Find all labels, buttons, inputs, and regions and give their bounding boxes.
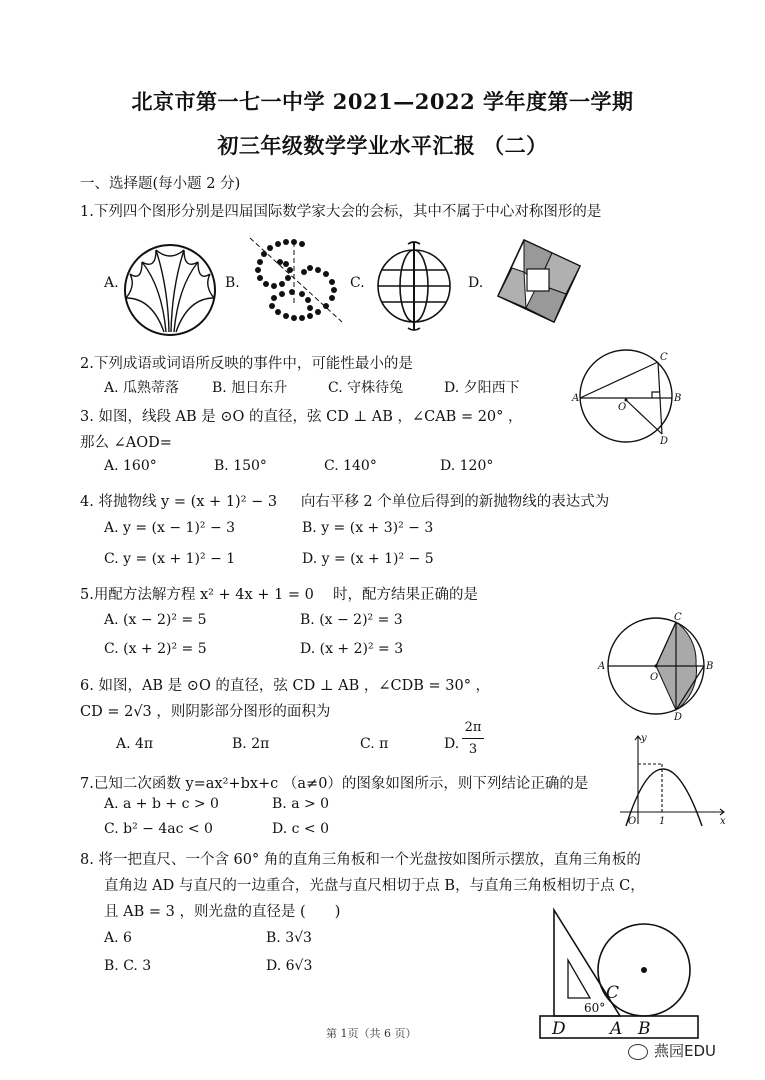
q7-option-a: A. a + b + c > 0	[104, 796, 219, 812]
q3-label-a: A	[572, 393, 580, 404]
q3-stem-2: 那么 ∠AOD=	[80, 435, 172, 451]
q3-stem: 3. 如图，线段 AB 是 ⊙O 的直径，弦 CD ⊥ AB ，∠CAB = 20° ，	[80, 409, 523, 425]
q1-figure-c	[372, 240, 456, 332]
q6-figure	[596, 612, 714, 722]
q8-label-a: A	[610, 1019, 623, 1039]
q8-figure	[536, 906, 710, 1042]
q8-stem-2: 直角边 AD 与直尺的一边重合，光盘与直尺相切于点 B，与直角三角板相切于点 C，	[104, 878, 645, 894]
page-subtitle: 初三年级数学学业水平汇报 （二）	[217, 133, 548, 158]
q3-label-b: B	[674, 393, 682, 404]
q7-label-y: y	[641, 733, 647, 744]
q7-option-d: D. c < 0	[272, 821, 330, 837]
q4-option-a: A. y = (x − 1)² − 3	[104, 520, 236, 536]
page-number: 第 1页（共 6 页）	[326, 1027, 417, 1040]
q3-option-c: C. 140°	[324, 458, 377, 474]
q1-figure-d	[494, 238, 584, 324]
wechat-icon	[628, 1044, 648, 1060]
q8-stem-3: 且 AB = 3 ，则光盘的直径是 ( )	[104, 904, 341, 920]
q6-option-c: C. π	[360, 736, 389, 752]
q4-stem: 4. 将抛物线 y = (x + 1)² − 3 向右平移 2 个单位后得到的新抛物线的表达式为	[80, 494, 610, 510]
watermark-text: 燕园EDU	[654, 1042, 717, 1060]
q6-stem: 6. 如图，AB 是 ⊙O 的直径，弦 CD ⊥ AB ，∠CDB = 30° ，	[80, 678, 491, 694]
q7-label-o: O	[628, 816, 637, 827]
q4-option-c: C. y = (x + 1)² − 1	[104, 551, 236, 567]
q1-figure-b	[248, 236, 344, 330]
q3-label-c: C	[660, 352, 668, 363]
q4-option-d: D. y = (x + 1)² − 5	[302, 551, 434, 567]
q2-option-b: B. 旭日东升	[212, 380, 288, 396]
q8-label-d: D	[552, 1019, 566, 1039]
q2-stem: 2.下列成语或词语所反映的事件中，可能性最小的是	[80, 356, 413, 372]
q5-option-d: D. (x + 2)² = 3	[300, 641, 404, 657]
q8-label-c: C	[606, 983, 620, 1003]
q8-option-a: A. 6	[104, 930, 132, 946]
q6-option-d-numerator: 2π	[464, 720, 482, 735]
q8-stem: 8. 将一把直尺、一个含 60° 角的直角三角板和一个光盘按如图所示摆放，直角三角板的	[80, 852, 641, 868]
q6-label-a: A	[598, 661, 606, 672]
q7-option-b: B. a > 0	[272, 796, 330, 812]
q1-option-c: C.	[350, 275, 365, 291]
q3-label-d: D	[660, 436, 669, 447]
q6-label-o: O	[650, 672, 659, 683]
q3-label-o: O	[618, 402, 627, 413]
q2-option-a: A. 瓜熟蒂落	[104, 380, 180, 396]
q3-figure	[572, 344, 680, 448]
q7-figure	[616, 732, 730, 828]
q6-stem-2: CD = 2√3 ，则阴影部分图形的面积为	[80, 704, 331, 720]
q3-option-b: B. 150°	[214, 458, 267, 474]
q6-option-b: B. 2π	[232, 736, 270, 752]
q5-option-c: C. (x + 2)² = 5	[104, 641, 207, 657]
section-heading: 一、选择题(每小题 2 分)	[80, 176, 241, 192]
q3-option-a: A. 160°	[104, 458, 157, 474]
q8-label-60: 60°	[584, 1001, 606, 1015]
watermark	[628, 1040, 716, 1061]
q6-fraction-bar	[462, 738, 484, 739]
q6-option-a: A. 4π	[116, 736, 154, 752]
q7-option-c: C. b² − 4ac < 0	[104, 821, 213, 837]
q8-option-b: B. 3√3	[266, 930, 312, 946]
q3-option-d: D. 120°	[440, 458, 494, 474]
q6-label-d: D	[674, 712, 683, 723]
q5-option-a: A. (x − 2)² = 5	[104, 612, 207, 628]
q6-option-d: D.	[444, 736, 460, 752]
q1-option-b: B.	[225, 275, 240, 291]
q5-option-b: B. (x − 2)² = 3	[300, 612, 403, 628]
q1-figure-a	[122, 242, 218, 338]
q1-option-a: A.	[104, 275, 119, 291]
q6-label-c: C	[674, 612, 682, 623]
q5-stem: 5.用配方法解方程 x² + 4x + 1 = 0 时，配方结果正确的是	[80, 587, 478, 603]
q7-label-x: x	[720, 816, 726, 827]
q4-option-b: B. y = (x + 3)² − 3	[302, 520, 434, 536]
q8-option-d: D. 6√3	[266, 958, 313, 974]
q1-stem: 1.下列四个图形分别是四届国际数学家大会的会标，其中不属于中心对称图形的是	[80, 204, 602, 220]
q7-stem: 7.已知二次函数 y=ax²+bx+c （a≠0）的图象如图所示，则下列结论正确的是	[80, 776, 589, 792]
q2-option-c: C. 守株待兔	[328, 380, 404, 396]
q6-option-d-denominator: 3	[468, 742, 478, 757]
q2-option-d: D. 夕阳西下	[444, 380, 520, 396]
q7-label-1: 1	[659, 816, 666, 827]
q1-option-d: D.	[468, 275, 484, 291]
page-title: 北京市第一七一中学 2021—2022 学年度第一学期	[131, 89, 634, 114]
q6-label-b: B	[706, 661, 714, 672]
q8-label-b: B	[638, 1019, 651, 1039]
q8-option-c: B. C. 3	[104, 958, 152, 974]
